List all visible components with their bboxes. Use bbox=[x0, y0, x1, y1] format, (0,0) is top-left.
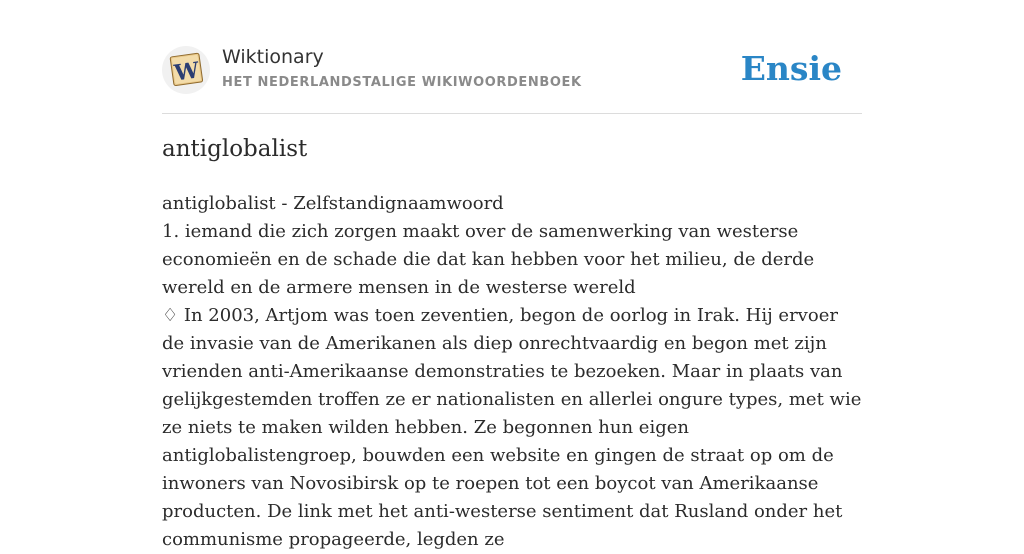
definition: 1. iemand die zich zorgen maakt over de samenwerking van westerse economieën en de schade die dat kan hebben voor het milieu, de derde wereld en de armere mensen in de westerse wereld bbox=[162, 221, 815, 298]
page-title: antiglobalist bbox=[162, 136, 308, 162]
wiktionary-logo-graphic bbox=[162, 46, 210, 94]
header-divider bbox=[162, 113, 862, 114]
example-quote: ♢ In 2003, Artjom was toen zeventien, begon de oorlog in Irak. Hij ervoer de invasie van de Amerikanen als diep onrechtvaardig en begon met zijn vrienden anti-Amerikaanse demonstraties te bezoeken. Maar in plaats van gelijkgestemden troffen ze er nationalisten en allerlei ongure types, met wie ze niets te maken wilden hebben. Ze begonnen hun eigen antiglobalistengroep, bouwden een website en gingen de straat op om de inwoners van Novosibirsk op te roepen tot een boycot van Amerikaanse producten. De link met het anti-westerse sentiment dat Rusland onder het communisme propageerde, legden ze bbox=[162, 305, 862, 550]
page bbox=[162, 0, 862, 550]
entry-content bbox=[162, 190, 862, 554]
word-class-line: antiglobalist - Zelfstandignaamwoord bbox=[162, 193, 504, 214]
site-header bbox=[162, 46, 862, 96]
ensie-logo[interactable]: Ensie bbox=[740, 49, 842, 88]
svg-text:W: W bbox=[172, 57, 201, 87]
site-tagline: HET NEDERLANDSTALIGE WIKIWOORDENBOEK bbox=[222, 75, 582, 90]
site-name[interactable]: Wiktionary bbox=[222, 46, 324, 68]
wiktionary-logo-icon[interactable] bbox=[162, 46, 210, 94]
